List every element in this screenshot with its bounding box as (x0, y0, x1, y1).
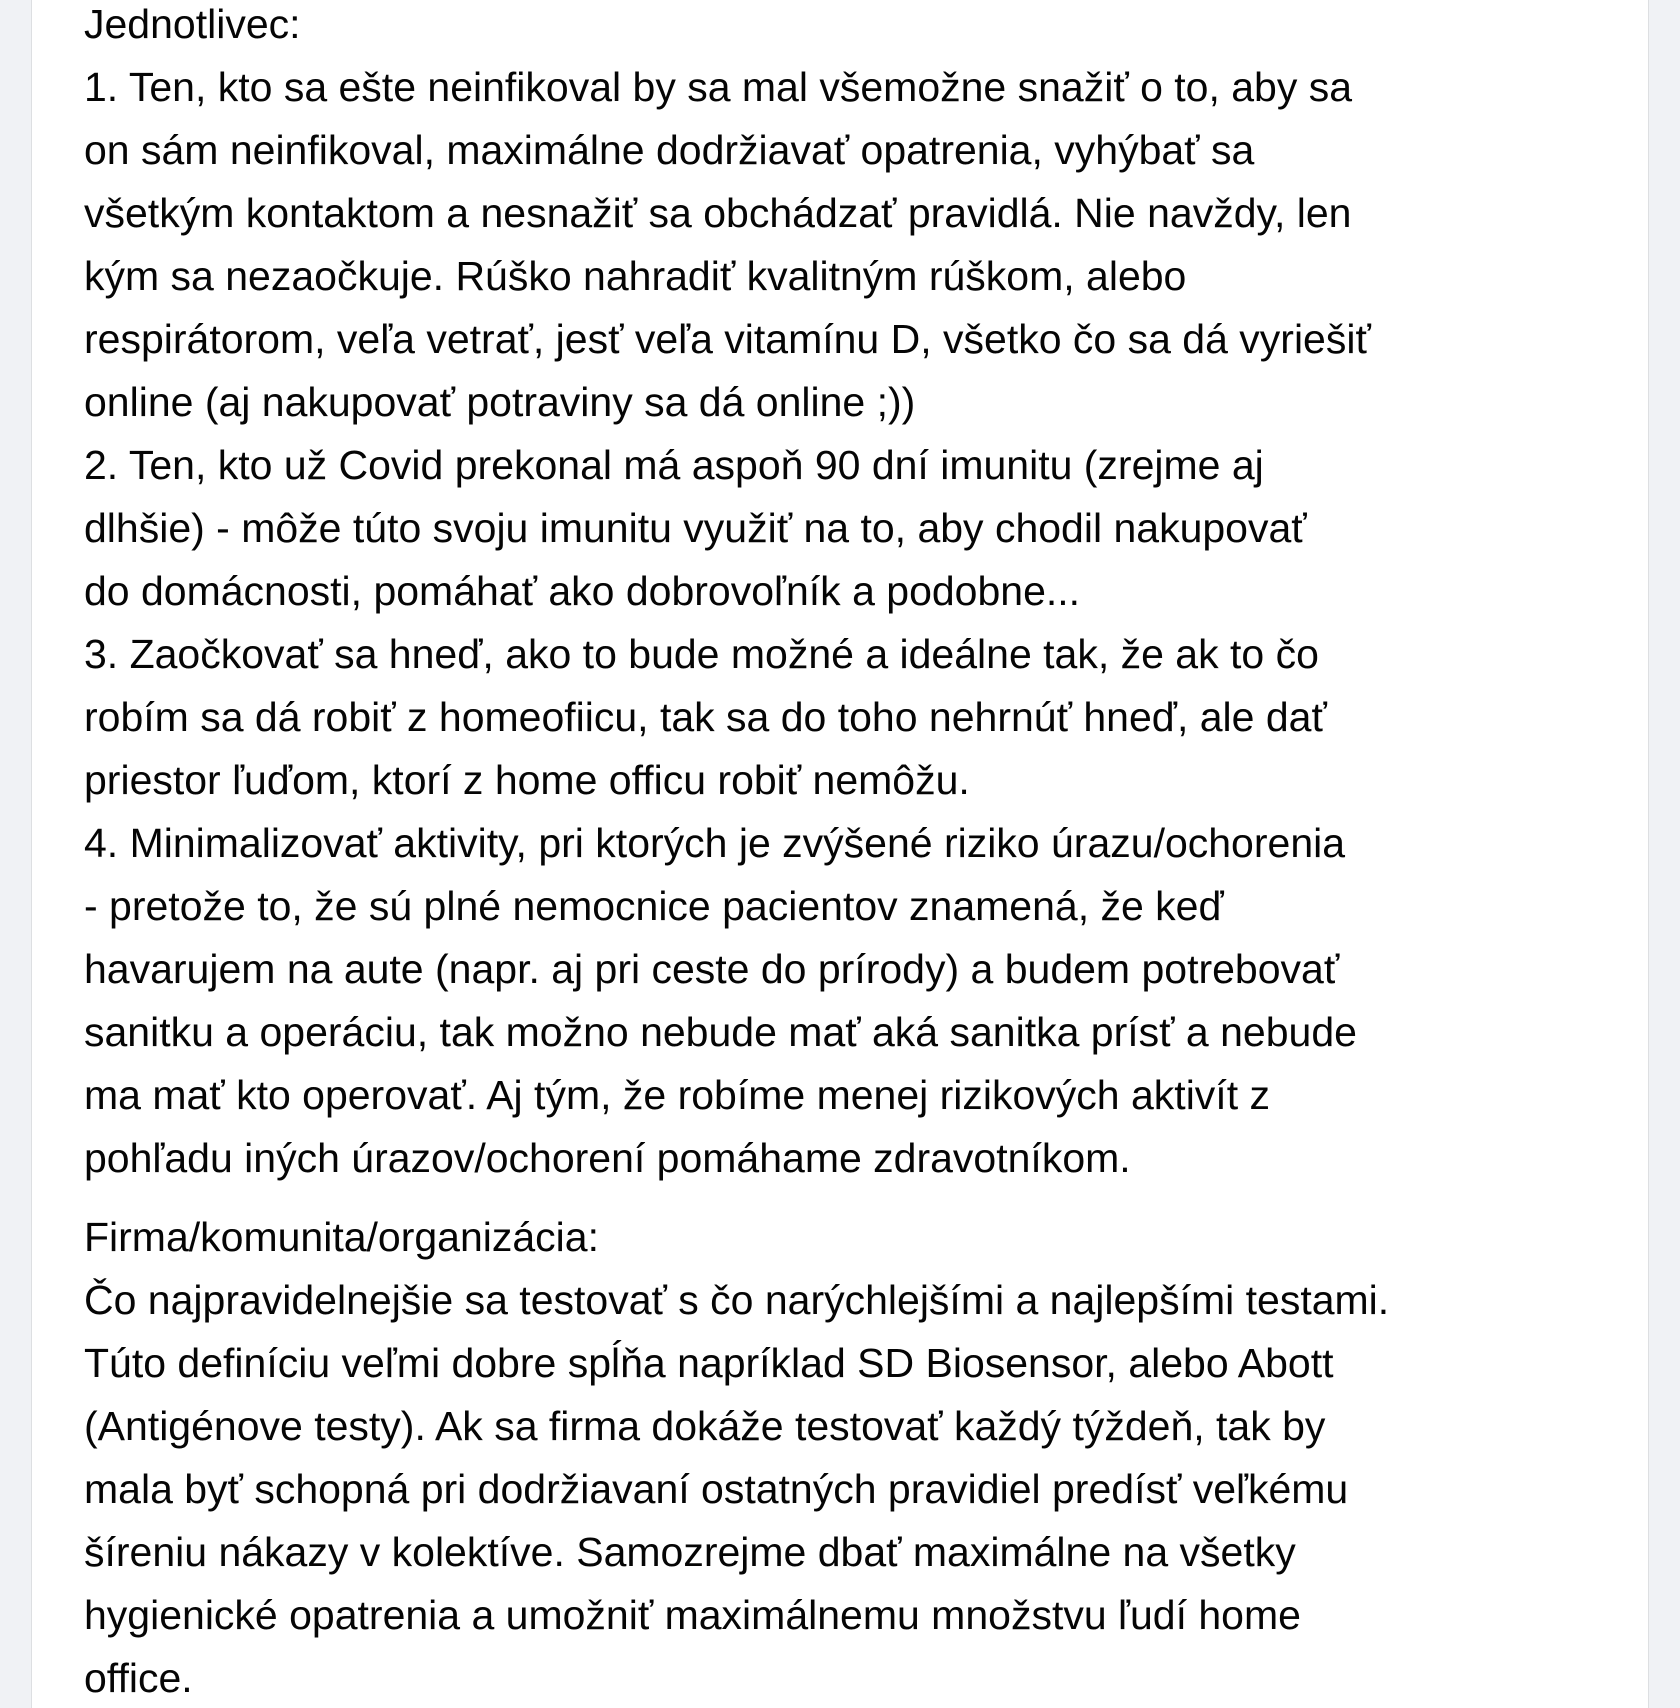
text-line: on sám neinfikoval, maximálne dodržiavať opatrenia, vyhýbať sa (84, 127, 1255, 173)
section-heading-organization: Firma/komunita/organizácia: (84, 1214, 599, 1260)
text-line: ma mať kto operovať. Aj tým, že robíme menej rizikových aktivít z (84, 1072, 1270, 1118)
text-line: Čo najpravidelnejšie sa testovať s čo narýchlejšími a najlepšími testami. (84, 1277, 1390, 1323)
section-heading-individual: Jednotlivec: (84, 1, 301, 47)
text-line: 2. Ten, kto už Covid prekonal má aspoň 90 dní imunitu (zrejme aj (84, 442, 1264, 488)
paragraph-gap (84, 1190, 1644, 1206)
text-line: online (aj nakupovať potraviny sa dá online ;)) (84, 379, 916, 425)
text-line: respirátorom, veľa vetrať, jesť veľa vitamínu D, všetko čo sa dá vyriešiť (84, 316, 1371, 362)
text-line: všetkým kontaktom a nesnažiť sa obchádzať pravidlá. Nie navždy, len (84, 190, 1352, 236)
post-text (84, 0, 1644, 1708)
text-line: 4. Minimalizovať aktivity, pri ktorých je zvýšené riziko úrazu/ochorenia (84, 820, 1346, 866)
text-line: dlhšie) - môže túto svoju imunitu využiť na to, aby chodil nakupovať (84, 505, 1307, 551)
text-line: hygienické opatrenia a umožniť maximálnemu množstvu ľudí home (84, 1592, 1301, 1638)
text-line: priestor ľuďom, ktorí z home officu robiť nemôžu. (84, 757, 970, 803)
text-line: (Antigénove testy). Ak sa firma dokáže testovať každý týždeň, tak by (84, 1403, 1326, 1449)
text-line: - pretože to, že sú plné nemocnice pacientov znamená, že keď (84, 883, 1224, 929)
post-card (31, 0, 1649, 1708)
text-line: do domácnosti, pomáhať ako dobrovoľník a podobne... (84, 568, 1081, 614)
text-line: 1. Ten, kto sa ešte neinfikoval by sa mal všemožne snažiť o to, aby sa (84, 64, 1353, 110)
text-line: Túto definíciu veľmi dobre spĺňa napríklad SD Biosensor, alebo Abott (84, 1340, 1334, 1386)
text-line: 3. Zaočkovať sa hneď, ako to bude možné a ideálne tak, že ak to čo (84, 631, 1319, 677)
text-line: sanitku a operáciu, tak možno nebude mať aká sanitka prísť a nebude (84, 1009, 1357, 1055)
text-line: kým sa nezaočkuje. Rúško nahradiť kvalitným rúškom, alebo (84, 253, 1187, 299)
text-line: mala byť schopná pri dodržiavaní ostatných pravidiel predísť veľkému (84, 1466, 1349, 1512)
text-line: robím sa dá robiť z homeofiicu, tak sa do toho nehrnúť hneď, ale dať (84, 694, 1327, 740)
text-line: šíreniu nákazy v kolektíve. Samozrejme dbať maximálne na všetky (84, 1529, 1296, 1575)
text-line: havarujem na aute (napr. aj pri ceste do prírody) a budem potrebovať (84, 946, 1340, 992)
text-line: pohľadu iných úrazov/ochorení pomáhame zdravotníkom. (84, 1135, 1131, 1181)
text-line: office. (84, 1655, 193, 1701)
